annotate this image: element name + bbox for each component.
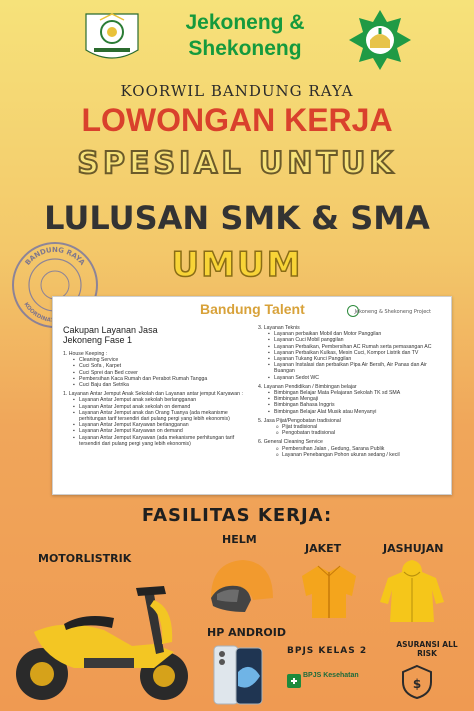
bpjs-emblem-icon: [287, 674, 301, 688]
document-heading-line-1: Cakupan Layanan Jasa: [63, 325, 158, 335]
document-left-column: [63, 325, 255, 450]
service-item: ▪ Layanan Perbaikan, Pembersihan AC Rumah serta pemasangan AC: [268, 344, 446, 350]
service-item: ▪ Bimbingan Mengaji: [268, 396, 446, 402]
service-section: [258, 384, 446, 415]
insurance-label: ASURANSI ALL RISK: [396, 640, 458, 658]
region-subtitle: KOORWIL BANDUNG RAYA: [120, 82, 354, 100]
helmet-label: HELM: [222, 533, 257, 546]
service-section: [258, 439, 446, 458]
brand-line-2: Shekoneng: [188, 37, 302, 60]
service-item: ▪ Layanan Antar Jemput anak dan Orang Tuanya (ada mekanisme perhitungan tarif tersendiri dari pulang pergi yang lebih ekonomis): [73, 410, 255, 422]
service-item: ▪ Bimbingan Bahasa Inggris: [268, 402, 446, 408]
general-heading: UMUM: [171, 245, 303, 285]
document-right-column: [258, 325, 446, 461]
service-item: ▪ Cleaning Service: [73, 357, 255, 363]
service-list: [258, 331, 446, 381]
document-brand: Bandung Talent: [200, 301, 305, 317]
service-section-title: 3. Layanan Teknis: [258, 325, 300, 331]
service-list: [258, 424, 446, 436]
jacket-label: JAKET: [305, 542, 342, 555]
service-item: ▪ Layanan Tukang Kunci Panggilan: [268, 356, 446, 362]
document-heading: [63, 325, 255, 345]
service-item: ▪ Cuci Sofa , Karpet: [73, 363, 255, 369]
stamp-text-top: BANDUNG RAYA: [23, 245, 87, 267]
service-item: ▪ Bimbingan Belajar Mata Pelajaran Sekolah TK sd SMA: [268, 390, 446, 396]
service-section: [63, 351, 255, 388]
insurance-shield-icon: [400, 664, 434, 700]
stamp-text-bottom: KOORDINA: [22, 301, 51, 324]
ministry-emblem-logo: [80, 10, 144, 68]
motor-label: MOTORLISTRIK: [38, 552, 132, 565]
service-section-title: 4. Layanan Pendidikan / Bimbingan belajar: [258, 383, 357, 390]
raincoat-label: JASHUJAN: [383, 542, 444, 555]
service-item: o Pengobatan tradisional: [268, 430, 446, 436]
bpjs-logo: [287, 672, 365, 690]
headline-job-vacancy: LOWONGAN KERJA: [81, 102, 393, 138]
mosque-star-logo: [345, 8, 415, 72]
service-item: ▪ Layanan Antar Jemput anak sekolah on demand: [73, 404, 255, 410]
service-item: ▪ Layanan Antar Jemput Karyawan (ada mekanisme perhitungan tarif tersendiri dari pulang pergi yang lebih ekonomis): [73, 435, 255, 447]
android-phone-image: [210, 642, 266, 708]
service-item: ▪ Pembersihan Kaca Rumah dan Perabot Rumah Tangga: [73, 376, 255, 382]
service-section: [258, 325, 446, 381]
facilities-heading: FASILITAS KERJA:: [141, 505, 333, 526]
graduates-heading: LULUSAN SMK & SMA: [44, 199, 430, 237]
service-list: [63, 357, 255, 388]
service-item: o Pijat tradisional: [268, 424, 446, 430]
service-item: ▪ Cuci Baju dan Setrika: [73, 382, 255, 388]
service-section-title: 5. Jasa Pijat/Pengobatan tradisional: [258, 417, 341, 424]
service-item: ▪ Cuci Sprei dan Bed cover: [73, 370, 255, 376]
service-list: [258, 390, 446, 415]
service-section: [258, 418, 446, 437]
svg-text:$: $: [412, 677, 422, 691]
service-section-title: 1. Layanan Antar Jemput Anak Sekolah dan Layanan antar jemput Karyawan :: [63, 391, 243, 398]
service-item: ▪ Layanan Antar Jemput anak sekolah berlangganan: [73, 397, 255, 403]
service-section: [63, 391, 255, 447]
raincoat-image: [378, 558, 446, 624]
left-sections: [63, 351, 255, 447]
service-list: [63, 397, 255, 447]
services-document: [52, 296, 452, 495]
right-sections: [258, 325, 446, 458]
service-item: o Pembersihan Jalan , Gedung, Sarana Publik: [268, 446, 446, 452]
service-item: ▪ Layanan Cuci Mobil panggilan: [268, 337, 446, 343]
phone-label: HP ANDROID: [207, 626, 286, 639]
helmet-image: [205, 554, 277, 618]
service-item: ▪ Bimbingan Belajar Alat Musik atau Menyanyi: [268, 409, 446, 415]
service-item: ▪ Layanan Antar Jemput Karyawan on demand: [73, 428, 255, 434]
service-section-title: 1. House Keeping :: [63, 351, 108, 357]
service-section-title: 6. General Cleaning Service: [258, 439, 323, 446]
special-for-heading: SPESIAL UNTUK: [77, 146, 397, 181]
brand-title: [170, 10, 320, 62]
service-item: ▪ Layanan Sedot WC: [268, 375, 446, 381]
document-heading-line-2: Jekoneng Fase 1: [63, 335, 133, 345]
service-list: [258, 446, 446, 458]
service-item: ▪ Layanan Antar Jemput Karyawan berlangganan: [73, 422, 255, 428]
document-project-name: Jekoneng & Shekoneng Project: [354, 309, 431, 315]
service-item: ▪ Layanan perbaikan Mobil dan Motor Panggilan: [268, 331, 446, 337]
bpjs-logo-text: BPJS Kesehatan: [303, 672, 359, 679]
brand-line-1: Jekoneng &: [185, 11, 305, 34]
service-item: ▪ Layanan Perbaikan Kulkas, Mesin Cuci, Kompor Listrik dan TV: [268, 350, 446, 356]
bpjs-label: BPJS KELAS 2: [287, 646, 368, 656]
service-item: o Layanan Penebangan Pohon ukuran sedang / kecil: [268, 452, 446, 458]
service-item: ▪ Layanan Instalasi dan perbaikan Pipa Air Bersih, Air Panas dan Air Buangan: [268, 362, 446, 374]
electric-motorbike-image: [4, 572, 204, 708]
jacket-image: [298, 562, 360, 620]
